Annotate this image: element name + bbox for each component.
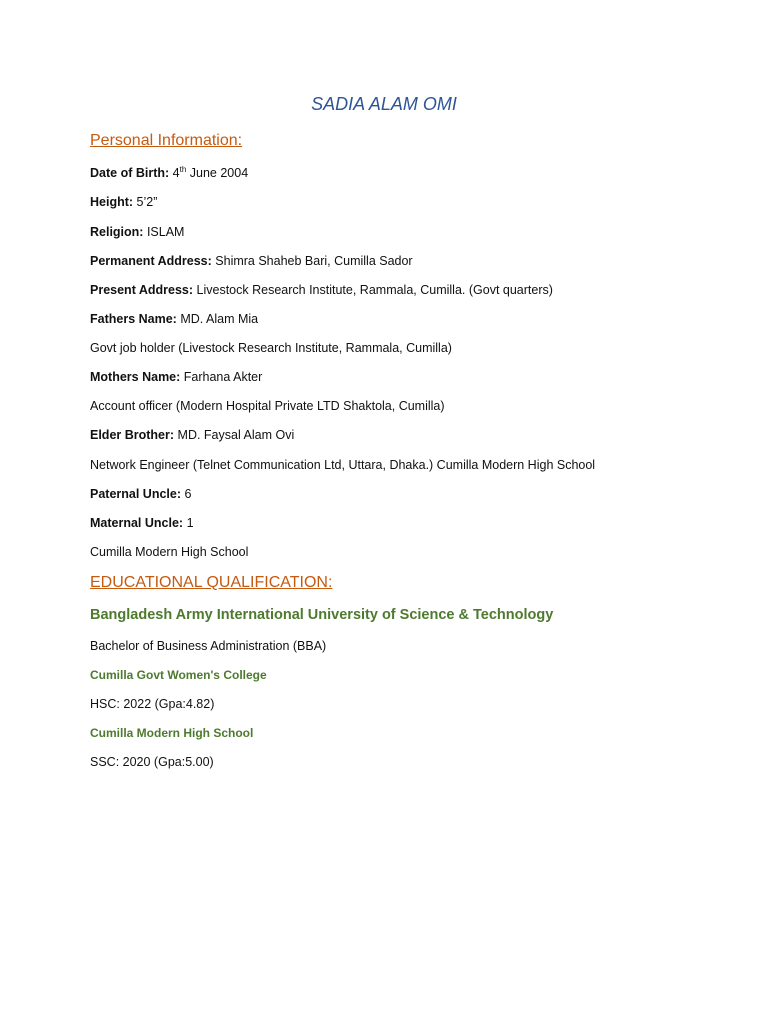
father-name-line (90, 312, 258, 326)
mother-name-label: Mothers Name: (90, 370, 181, 384)
personal-info-heading: Personal Information: (90, 132, 243, 149)
religion-line (90, 225, 184, 239)
permanent-address-line (90, 254, 413, 268)
maternal-uncle-label: Maternal Uncle: (90, 516, 184, 530)
school-name: Cumilla Modern High School (90, 726, 254, 740)
brother-job-line: Network Engineer (Telnet Communication Ltd, Uttara, Dhaka.) Cumilla Modern High School (90, 458, 596, 472)
resume-name-title: SADIA ALAM OMI (311, 94, 457, 114)
dob-day: 4 (172, 166, 180, 180)
paternal-uncle-value: 6 (184, 487, 192, 501)
dob-label: Date of Birth: (90, 166, 170, 180)
college-result: HSC: 2022 (Gpa:4.82) (90, 697, 215, 711)
paternal-uncle-line (90, 487, 191, 501)
father-name-value: MD. Alam Mia (180, 312, 259, 326)
university-name: Bangladesh Army International University of Science & Technology (90, 607, 554, 623)
mother-job-line: Account officer (Modern Hospital Private LTD Shaktola, Cumilla) (90, 399, 445, 413)
dob-suffix: th (179, 164, 187, 174)
elder-brother-label: Elder Brother: (90, 428, 175, 442)
height-label: Height: (90, 195, 134, 209)
mother-name-value: Farhana Akter (183, 370, 263, 384)
maternal-uncle-value: 1 (186, 516, 194, 530)
height-value: 5’2” (136, 195, 158, 209)
permanent-address-label: Permanent Address: (90, 254, 212, 268)
college-name: Cumilla Govt Women's College (90, 668, 267, 682)
religion-label: Religion: (90, 225, 144, 239)
religion-value: ISLAM (146, 225, 185, 239)
school-extra-line: Cumilla Modern High School (90, 545, 249, 559)
mother-name-line (90, 370, 262, 384)
father-name-label: Fathers Name: (90, 312, 177, 326)
school-result: SSC: 2020 (Gpa:5.00) (90, 755, 214, 769)
maternal-uncle-line (90, 516, 194, 530)
dob-line (90, 166, 248, 180)
present-address-value: Livestock Research Institute, Rammala, Cumilla. (Govt quarters) (196, 283, 553, 297)
present-address-line (90, 283, 553, 297)
father-job-line: Govt job holder (Livestock Research Institute, Rammala, Cumilla) (90, 341, 452, 355)
education-heading: EDUCATIONAL QUALIFICATION: (90, 574, 333, 591)
elder-brother-line (90, 428, 294, 442)
height-line (90, 195, 157, 209)
permanent-address-value: Shimra Shaheb Bari, Cumilla Sador (215, 254, 413, 268)
dob-rest: June 2004 (189, 166, 249, 180)
elder-brother-value: MD. Faysal Alam Ovi (177, 428, 295, 442)
university-degree: Bachelor of Business Administration (BBA) (90, 639, 327, 653)
paternal-uncle-label: Paternal Uncle: (90, 487, 182, 501)
present-address-label: Present Address: (90, 283, 194, 297)
